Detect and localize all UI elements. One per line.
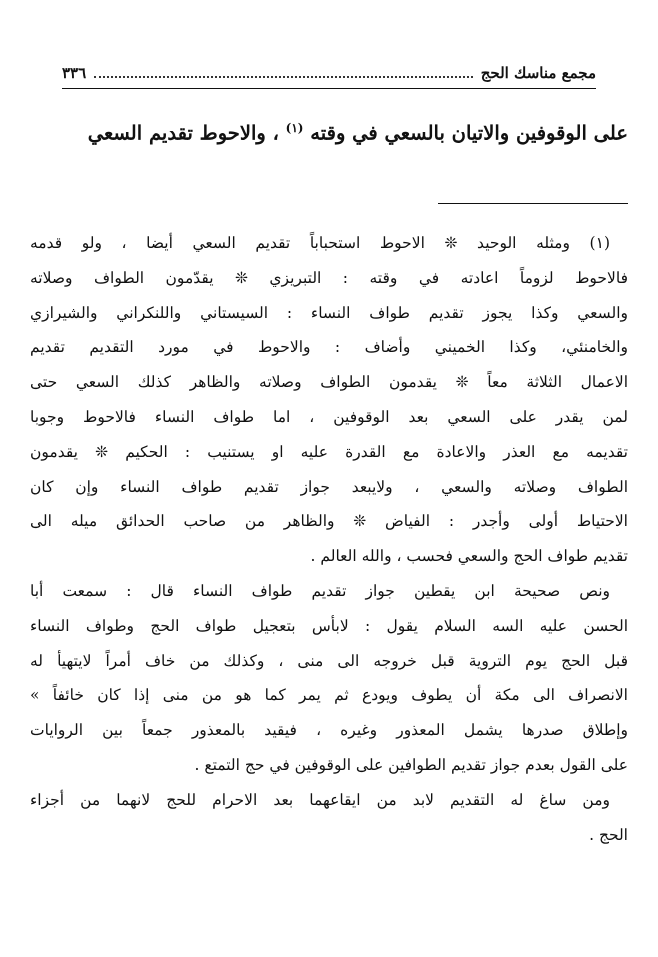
footnote-line: تقديم طواف الحج والسعي فحسب ، والله العالم .: [310, 547, 628, 566]
footnote-line: ومن ساغ له التقديم لابد من ايقاعهما بعد الاحرام للحج لانهما من أجزاء: [30, 790, 610, 809]
footnote-separator: [438, 203, 628, 204]
footnote-block: [30, 226, 628, 852]
footnote-line: لمن يقدر على السعي بعد الوقوفين ، اما طواف النساء فالاحوط وجوبا: [30, 407, 628, 426]
main-text-end: ، والاحوط تقديم السعي: [87, 121, 279, 145]
footnote-line: الاحتياط أولى وأجدر : الفياض ❊ والظاهر من صاحب الحدائق ميله الى: [30, 512, 628, 531]
footnote-line: الاعمال الثلاثة معاً ❊ يقدمون الطواف وصلاته والظاهر كذلك السعي حتى: [30, 373, 628, 392]
footnote-line: الحسن عليه السه السلام يقول : لابأس بتعجيل طواف الحج وطواف النساء: [30, 616, 628, 635]
footnote-reference: (١): [285, 121, 304, 135]
footnote-line: على القول بعدم جواز تقديم الطوافين على الوقوفين في حج التمتع .: [194, 755, 628, 774]
footnote-line: وإطلاق صدرها يشمل المعذور وغيره ، فيقيد بالمعذور جمعاً بين الروايات: [30, 721, 628, 740]
header-dot-leader: [94, 76, 473, 78]
footnote-line: والخامنئي، وكذا الخميني وأضاف : والاحوط في مورد التقديم تقديم: [30, 338, 628, 357]
footnote-line: الانصراف الى مكة أن يطوف ويودع ثم يمر كما هو من منى إذا كان خائفاً »: [30, 686, 628, 705]
footnote-line: ونص صحيحة ابن يقطين جواز تقديم طواف النساء قال : سمعت أبا: [30, 581, 610, 600]
footnote-line: فالاحوط لزوماً اعادته في وقته : التبريزي ❊ يقدّمون الطواف وصلاته: [30, 268, 628, 287]
footnote-line: والسعي وكذا يجوز تقديم طواف النساء : السيستاني واللنكراني والشيرازي: [30, 303, 628, 322]
page-number: ٣٣٦: [62, 64, 87, 82]
book-title: مجمع مناسك الحج: [480, 64, 596, 82]
main-text-line: [50, 108, 628, 148]
footnote-line: (١) ومثله الوحيد ❊ الاحوط استحباباً تقديم السعي أيضا ، ولو قدمه: [30, 234, 610, 252]
footnote-line: قبل الحج يوم التروية قبل خروجه الى منى ، وكذلك من خاف أمراً لايتهيأ له: [30, 651, 628, 670]
footnote-line: تقديمه مع العذر والاعادة مع القدرة عليه او يستنيب : الحكيم ❊ يقدمون: [30, 442, 628, 461]
running-header: [62, 58, 596, 89]
main-text-start: على الوقوفين والاتيان بالسعي في وقته: [310, 121, 628, 145]
footnote-line: الطواف وصلاته والسعي ، ولايبعد جواز تقديم طواف النساء وإن كان: [30, 477, 628, 496]
footnote-line: الحج .: [589, 825, 628, 844]
